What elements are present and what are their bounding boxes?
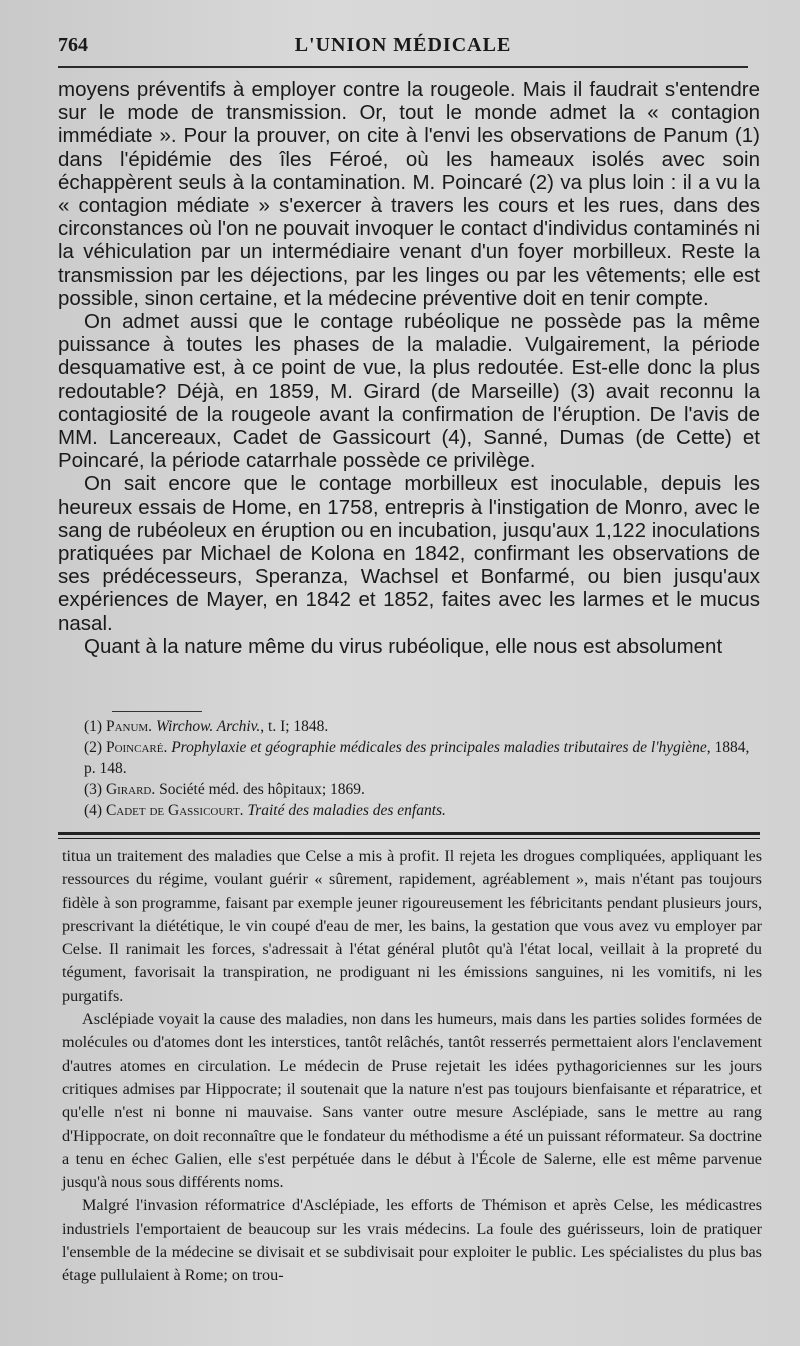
page-header	[58, 30, 748, 60]
footnote	[62, 800, 760, 821]
footnote-title: Wirchow. Archiv.	[155, 718, 261, 735]
footnote-author: Poincaré.	[105, 739, 168, 756]
footnote-rule	[112, 711, 202, 712]
second-article-body	[62, 845, 762, 1288]
footnote	[62, 716, 760, 737]
section-divider	[58, 832, 760, 839]
footnote-author: Girard.	[105, 781, 156, 798]
article-body	[58, 78, 760, 658]
footnote-number: (2)	[84, 739, 103, 756]
footnotes	[62, 716, 760, 821]
paragraph: Asclépiade voyait la cause des maladies, non dans les humeurs, mais dans les parties solides formées de molécules ou d'atomes dont les interstices, tantôt relâchés, tantôt resserrés permettaient alors l'enclavement d'autres atomes en circulation. Le médecin de Pruse rejetait les idées pythagoriciennes sur les jours critiques admises par Hippocrate; il soutenait que la nature n'est pas toujours bienfaisante et réparatrice, et qu'elle n'est ni bonne ni mauvaise. Sans vanter outre mesure Asclépiade, sans le mettre au rang d'Hippocrate, on doit reconnaître que le fondateur du méthodisme a été un puissant réformateur. Sa doctrine a tenu en échec Galien, elle s'est perpétuée dans le début à l'École de Salerne, elle est même parvenue jusqu'à nous sous différents noms.	[62, 1010, 762, 1192]
paragraph: Quant à la nature même du virus rubéolique, elle nous est absolument	[84, 634, 723, 658]
paragraph: On sait encore que le contage morbilleux est inoculable, depuis les heureux essais de Home, en 1758, entrepris à l'instigation de Monro, avec le sang de rubéoleux en éruption ou en incubation, jusqu'aux 1,122 inoculations pratiquées par Michael de Kolona en 1842, confirmant les observations de ses prédécesseurs, Speranza, Wachsel et Bonfarmé, ou bien jusqu'aux expériences de Mayer, en 1842 et 1852, faites avec les larmes et le mucus nasal.	[58, 472, 760, 635]
footnote-number: (4)	[84, 802, 103, 819]
footnote-number: (1)	[84, 718, 103, 735]
footnote	[62, 737, 760, 779]
footnote	[62, 779, 760, 800]
footnote-number: (3)	[84, 781, 103, 798]
footnote-author: Cadet de Gassicourt.	[105, 802, 244, 819]
footnote-title: Prophylaxie et géographie médicales des principales maladies tributaires de l'hygiène	[171, 739, 707, 756]
paragraph: moyens préventifs à employer contre la rougeole. Mais il faudrait s'entendre sur le mode de transmission. Or, tout le monde admet la « contagion immédiate ». Pour la prouver, on cite à l'envi les observations de Panum (1) dans l'épidémie des îles Féroé, où les hameaux isolés avec soin échappèrent seuls à la contamination. M. Poincaré (2) va plus loin : il a vu la « contagion médiate » s'exercer à travers les cours et les rues, dans des circonstances où l'on ne pouvait invoquer le contact d'individus contaminés ni la véhiculation par un intermédiaire venant d'un foyer morbilleux. Reste la transmission par les déjections, par les linges ou par les vêtements; elle est possible, sinon certaine, et la médecine préventive doit en tenir compte.	[58, 78, 760, 310]
paragraph: titua un traitement des maladies que Celse a mis à profit. Il rejeta les drogues compliquées, appliquant les ressources du régime, voulant guérir « sûrement, rapidement, agréablement », mais n'étant pas toujours fidèle à son programme, faisant par exemple jeuner rigoureusement les fébricitants pendant plusieurs jours, prescrivant la diététique, le vin coupé d'eau de mer, les bains, la gestation que vous avez vu employer par Celse. Il ranimait les forces, s'adressait à l'état général plutôt qu'à l'état local, veillait à la propreté du tégument, favorisait la transpiration, ne prodiguant ni les émissions sanguines, ni les vomitifs, ni les purgatifs.	[62, 847, 762, 1005]
footnote-detail: Société méd. des hôpitaux; 1869.	[159, 781, 365, 798]
footnote-detail: , 1884, p. 148.	[84, 739, 750, 777]
paragraph: Malgré l'invasion réformatrice d'Asclépiade, les efforts de Thémison et après Celse, les médicastres industriels l'emportaient de beaucoup sur les vrais médecins. La foule des guérisseurs, loin de pratiquer l'ensemble de la médecine se divisait et se subdivisait pour exploiter le public. Les spécialistes du plus bas étage pullulaient à Rome; on trou-	[62, 1196, 762, 1285]
footnote-author: Panum.	[105, 718, 153, 735]
running-title: L'UNION MÉDICALE	[294, 34, 512, 56]
header-rule	[58, 66, 748, 68]
paragraph: On admet aussi que le contage rubéolique ne possède pas la même puissance à toutes les phases de la maladie. Vulgairement, la période desquamative est, à ce point de vue, la plus redoutée. Est-elle donc la plus redoutable? Déjà, en 1859, M. Girard (de Marseille) (3) avait reconnu la contagiosité de la rougeole avant la confirmation de l'éruption. De l'avis de MM. Lancereaux, Cadet de Gassicourt (4), Sanné, Dumas (de Cette) et Poincaré, la période catarrhale possède ce privilège.	[58, 310, 760, 473]
page-number: 764	[58, 34, 88, 56]
footnote-title: Traité des maladies des enfants.	[247, 802, 446, 819]
footnote-detail: , t. I; 1848.	[260, 718, 329, 735]
